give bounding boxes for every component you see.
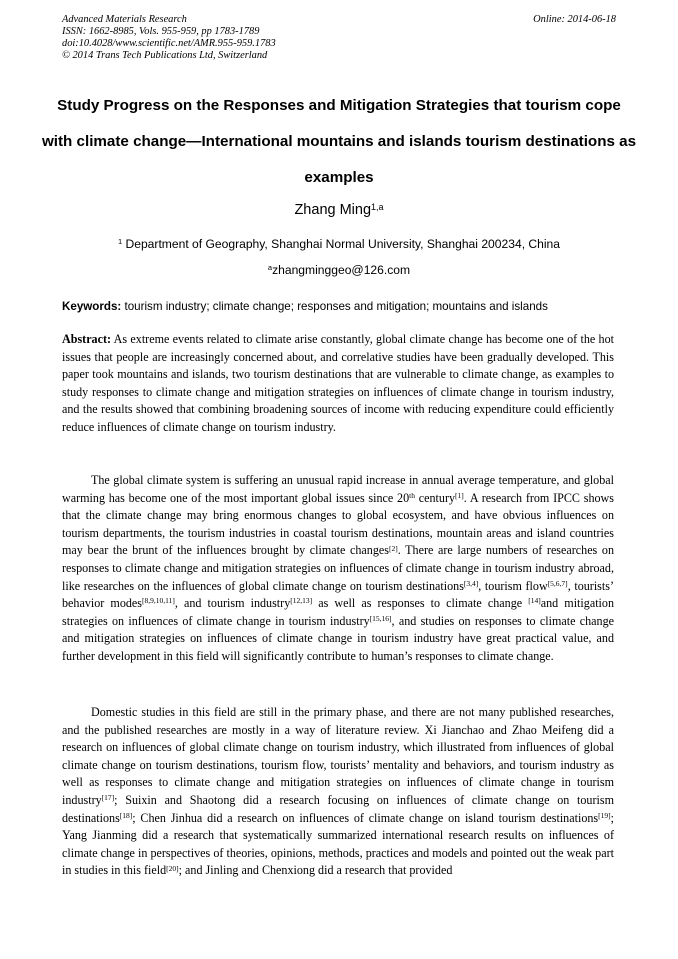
citation: [3,4]	[463, 578, 479, 588]
citation: [20]	[166, 863, 179, 873]
issn-line: ISSN: 1662-8985, Vols. 955-959, pp 1783-1789	[62, 26, 260, 37]
text-run: . There are large numbers of researches on responses to climate change and mitigation strategies on influences of climate change in tourism industry abroad, like researches on the influences of global climate change on tourism destinations	[62, 543, 614, 593]
citation: [2]	[388, 543, 398, 553]
citation: [1]	[455, 490, 464, 500]
journal-header	[62, 14, 616, 62]
text-run: century	[415, 490, 456, 505]
abstract-label: Abstract:	[62, 332, 112, 346]
text-run: ; Yang Jianming did a research that systematically summarized international research results on influences of climate change in perspectives of theories, opinions, methods, practices and models and pointed out the weak part in studies in this field	[62, 810, 614, 878]
text-run: , tourism flow	[478, 578, 548, 593]
keywords	[62, 299, 622, 315]
body-paragraph-2	[62, 704, 614, 880]
email-text[interactable]: zhangminggeo@126.com	[272, 263, 411, 277]
affiliation	[0, 236, 678, 252]
copyright-line: © 2014 Trans Tech Publications Ltd, Switzerland	[62, 50, 268, 61]
text-run: The global climate system is suffering an unusual rapid increase in annual average temperature, and global warming has become one of the most important global issues since 20	[62, 473, 614, 505]
text-run: ; Suixin and Shaotong did a research focusing on influences of climate change on tourism destinations	[62, 792, 614, 825]
citation: [18]	[119, 810, 133, 820]
body-paragraph-1	[62, 472, 614, 666]
affiliation-text: Department of Geography, Shanghai Normal University, Shanghai 200234, China	[122, 237, 561, 251]
text-run: Domestic studies in this field are still in the primary phase, and there are not many published researches, and the published researches are mostly in a way of literature review. Xi Jianchao and Zhao Meifeng did a research on influences of global climate change on tourism industry, which illustrated from influences of global climate change on tourism destinations, tourism flow, tourists’ mentality and behaviors, and tourism industry as well as responses to climate change and mitigation strategies on influences of climate change in tourism industry	[62, 705, 614, 807]
keywords-text: tourism industry; climate change; responses and mitigation; mountains and islands	[121, 300, 548, 313]
online-date: Online: 2014-06-18	[533, 14, 616, 25]
text-run: , tourists’ behavior modes	[62, 578, 614, 611]
citation: [15,16]	[369, 614, 392, 623]
text-run: , and studies on responses to climate change and mitigation strategies on influences of climate change in tourism industry have great practical value, and further development in this field will significantly contribute to human’s responses to climate change.	[62, 613, 614, 663]
author-line	[0, 200, 678, 220]
text-run: , and tourism industry	[174, 596, 291, 611]
citation: [19]	[598, 810, 611, 820]
abstract-text: As extreme events related to climate arise constantly, global climate change has become one of the hot issues that people are increasingly concerned about, and correlative studies have been gradually developed. This paper took mountains and islands, two tourism destinations that are vulnerable to climate change, as examples to study responses to climate change and mitigation strategies on influences of climate change in tourism industry, and the results showed that combining broadening sources of income with reducing expenditure could efficiently reduce influences of climate change on tourism industry.	[62, 332, 614, 434]
keywords-label: Keywords:	[62, 300, 122, 313]
citation: [17]	[101, 793, 115, 803]
ordinal-sup: th	[409, 490, 415, 500]
doi-line: doi:10.4028/www.scientific.net/AMR.955-959.1783	[62, 38, 276, 49]
author-email	[0, 262, 678, 278]
citation: [14]	[528, 596, 541, 606]
journal-name: Advanced Materials Research	[62, 14, 187, 25]
affiliation-sup: 1	[117, 237, 123, 247]
citation: [5,6,7]	[547, 578, 568, 588]
paper-title: Study Progress on the Responses and Mitigation Strategies that tourism cope with climate change—International mountains and islands tourism destinations as examples	[41, 97, 637, 186]
text-run: as well as responses to climate change	[312, 596, 529, 611]
email-sup: a	[267, 263, 273, 273]
citation: [8,9,10,11]	[142, 596, 175, 606]
text-run: . A research from IPCC shows that the climate change may bring enormous changes to global ecosystem, and have obvious influences on tourism departments, the tourism industries in coastal tourism destinations, mountain areas and island countries may bear the brunt of the influences brought by climate changes	[62, 490, 614, 558]
text-run: ; and Jinling and Chenxiong did a research that provided	[178, 863, 453, 878]
citation: [12,13]	[290, 596, 313, 606]
author-name: Zhang Ming	[294, 202, 372, 218]
author-sup: 1,a	[371, 201, 384, 212]
abstract	[62, 331, 614, 437]
text-run: and mitigation strategies on influences of climate change in tourism industry	[62, 596, 615, 628]
text-run: ; Chen Jinhua did a research on influences of climate change on island tourism destinations	[132, 810, 599, 825]
